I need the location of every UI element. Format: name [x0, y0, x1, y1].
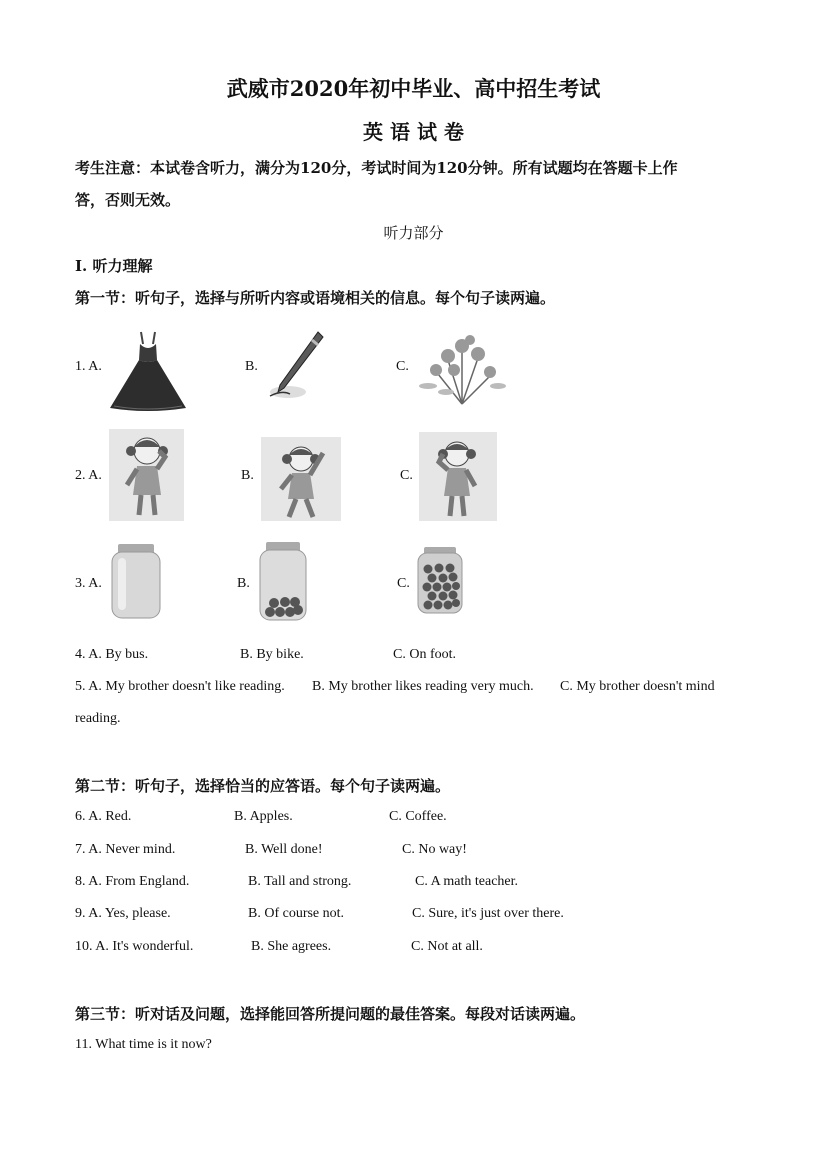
dress-icon [108, 330, 188, 412]
flowers-icon [418, 330, 506, 406]
girl-waving-icon [261, 437, 341, 521]
q10-option-c: C. Not at all. [411, 939, 483, 954]
q5-option-a: 5. A. My brother doesn't like reading. [75, 679, 285, 694]
notice-line-2: 答，否则无效。 [75, 191, 181, 209]
q5-option-b: B. My brother likes reading very much. [312, 679, 534, 694]
q7-option-a: 7. A. Never mind. [75, 842, 176, 857]
q7-option-c: C. No way! [402, 842, 467, 857]
q2-label-c: C. [400, 468, 413, 483]
section1-heading: 第一节：听句子，选择与所听内容或语境相关的信息。每个句子读两遍。 [75, 289, 556, 307]
q5-option-c: C. My brother doesn't mind [560, 679, 715, 694]
section3-heading: 第三节：听对话及问题，选择能回答所提问题的最佳答案。每段对话读两遍。 [75, 1005, 586, 1023]
section2-heading: 第二节：听句子，选择恰当的应答语。每个句子读两遍。 [75, 777, 451, 795]
girl-earache-icon [419, 432, 497, 521]
q2-label-b: B. [241, 468, 254, 483]
q4-option-c: C. On foot. [393, 647, 456, 662]
q1-label-c: C. [396, 359, 409, 374]
q3-label-b: B. [237, 576, 250, 591]
q6-option-b: B. Apples. [234, 809, 293, 824]
part-label: 听力部分 [383, 224, 444, 242]
exam-title: 武威市2020年初中毕业、高中招生考试 [226, 76, 601, 101]
q7-option-b: B. Well done! [245, 842, 323, 857]
girl-headache-icon [109, 429, 184, 521]
empty-jar-icon [110, 542, 162, 620]
section-heading: I. 听力理解 [75, 257, 153, 275]
q9-option-c: C. Sure, it's just over there. [412, 906, 564, 921]
q8-option-b: B. Tall and strong. [248, 874, 352, 889]
q9-option-a: 9. A. Yes, please. [75, 906, 171, 921]
q11-question: 11. What time is it now? [75, 1037, 212, 1052]
q4-option-b: B. By bike. [240, 647, 304, 662]
q4-option-a: 4. A. By bus. [75, 647, 149, 662]
q5-option-c-cont: reading. [75, 711, 121, 726]
notice-line-1: 考生注意：本试卷含听力，满分为120分，考试时间为120分钟。所有试题均在答题卡上作 [75, 159, 678, 177]
q1-label-a: 1. A. [75, 359, 102, 374]
q10-option-b: B. She agrees. [251, 939, 332, 954]
q3-label-c: C. [397, 576, 410, 591]
q6-option-a: 6. A. Red. [75, 809, 132, 824]
q8-option-c: C. A math teacher. [415, 874, 519, 889]
full-jar-icon [416, 545, 464, 615]
q2-label-a: 2. A. [75, 468, 102, 483]
q8-option-a: 8. A. From England. [75, 874, 190, 889]
q6-option-c: C. Coffee. [389, 809, 447, 824]
half-jar-icon [258, 540, 308, 622]
pen-icon [268, 330, 326, 400]
q10-option-a: 10. A. It's wonderful. [75, 939, 194, 954]
exam-subject: 英 语 试 卷 [363, 120, 464, 144]
q9-option-b: B. Of course not. [248, 906, 345, 921]
q1-label-b: B. [245, 359, 258, 374]
q3-label-a: 3. A. [75, 576, 102, 591]
